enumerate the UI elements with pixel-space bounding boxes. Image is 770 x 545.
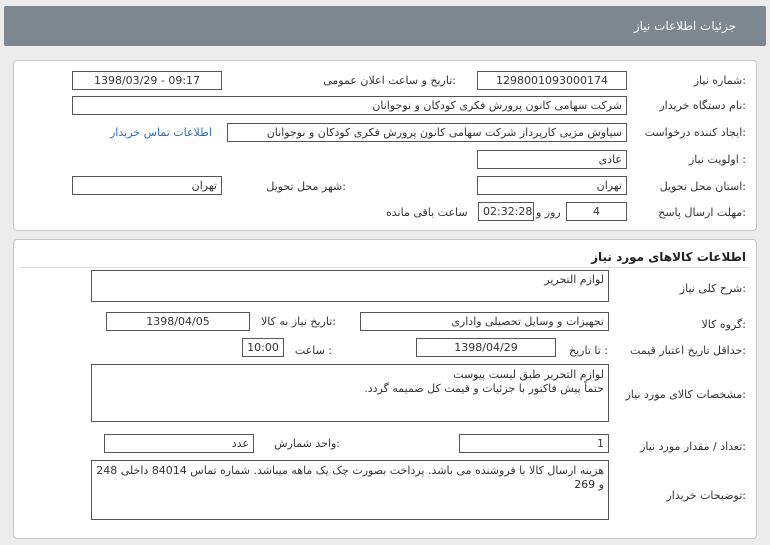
time-field: 10:00 (242, 338, 284, 357)
quantity-label: تعداد / مقدار مورد نیاز: (640, 440, 746, 453)
requester-label: ایجاد کننده درخواست: (644, 126, 746, 139)
city-label: شهر محل تحویل: (266, 180, 346, 193)
page-header (4, 6, 766, 46)
announce-date-field: 1398/03/29 - 09:17 (72, 71, 222, 90)
unit-label: واحد شمارش: (274, 437, 340, 450)
specs-line-2: حتماً پیش فاکتور با جزئیات و قیمت کل ضمیمه گردد. (364, 382, 604, 395)
page-title: جزئیات اطلاعات نیاز (633, 19, 736, 33)
need-desc-label: شرح کلی نیاز: (679, 282, 746, 295)
deadline-time-field: 02:32:28 (478, 202, 534, 221)
city-field: تهران (72, 176, 222, 195)
priority-field: عادی (477, 150, 627, 169)
unit-field: عدد (104, 434, 254, 453)
specs-field (91, 364, 609, 422)
buyer-notes-label: توضیحات خریدار: (666, 489, 746, 502)
need-date-label: تاریخ نیاز به کالا: (261, 315, 336, 328)
deadline-label: مهلت ارسال پاسخ: (658, 206, 746, 219)
goods-section-title: اطلاعات کالاهای مورد نیاز (591, 250, 746, 264)
goods-group-field: تجهیزات و وسایل تحصیلی واداری (360, 312, 609, 331)
need-desc-field: لوازم التحریر (91, 270, 609, 302)
specs-label: مشخصات کالای مورد نیاز: (625, 388, 746, 401)
requester-field: سیاوش مزیی کارپرداز شرکت سهامی کانون پرورش فکری کودکان و نوجوانان (227, 123, 627, 142)
remaining-label: ساعت باقی مانده (386, 206, 468, 219)
to-date-field: 1398/04/29 (416, 338, 556, 357)
specs-line-1: لوازم التحریر طبق لیست پیوست (453, 368, 604, 381)
buyer-contact-link[interactable]: اطلاعات تماس خریدار (110, 126, 212, 139)
need-number-field: 1298001093000174 (477, 71, 627, 90)
goods-group-label: گروه کالا: (701, 318, 746, 331)
time-label: ساعت : (294, 344, 332, 357)
days-label: روز و (536, 206, 561, 219)
buyer-notes-field: هزینه ارسال کالا با فروشنده می باشد. پرداخت بصورت چک یک ماهه میباشد. شماره تماس 84014 داخلی 248 و 269 (91, 460, 609, 520)
announce-date-label: تاریخ و ساعت اعلان عمومی: (323, 74, 456, 87)
buyer-org-label: نام دستگاه خریدار: (659, 99, 746, 112)
need-number-label: شماره نیاز: (693, 74, 746, 87)
deadline-days-field: 4 (566, 202, 627, 221)
to-date-label: تا تاریخ : (569, 344, 608, 357)
need-date-field: 1398/04/05 (106, 312, 250, 331)
price-validity-label: حداقل تاریخ اعتبار قیمت: (630, 344, 746, 357)
province-label: استان محل تحویل: (659, 180, 746, 193)
province-field: تهران (477, 176, 627, 195)
priority-label: اولویت نیاز : (688, 153, 746, 166)
quantity-field: 1 (459, 434, 609, 453)
section-divider (20, 267, 750, 268)
buyer-org-field: شرکت سهامی کانون پرورش فکری کودکان و نوجوانان (72, 96, 627, 115)
